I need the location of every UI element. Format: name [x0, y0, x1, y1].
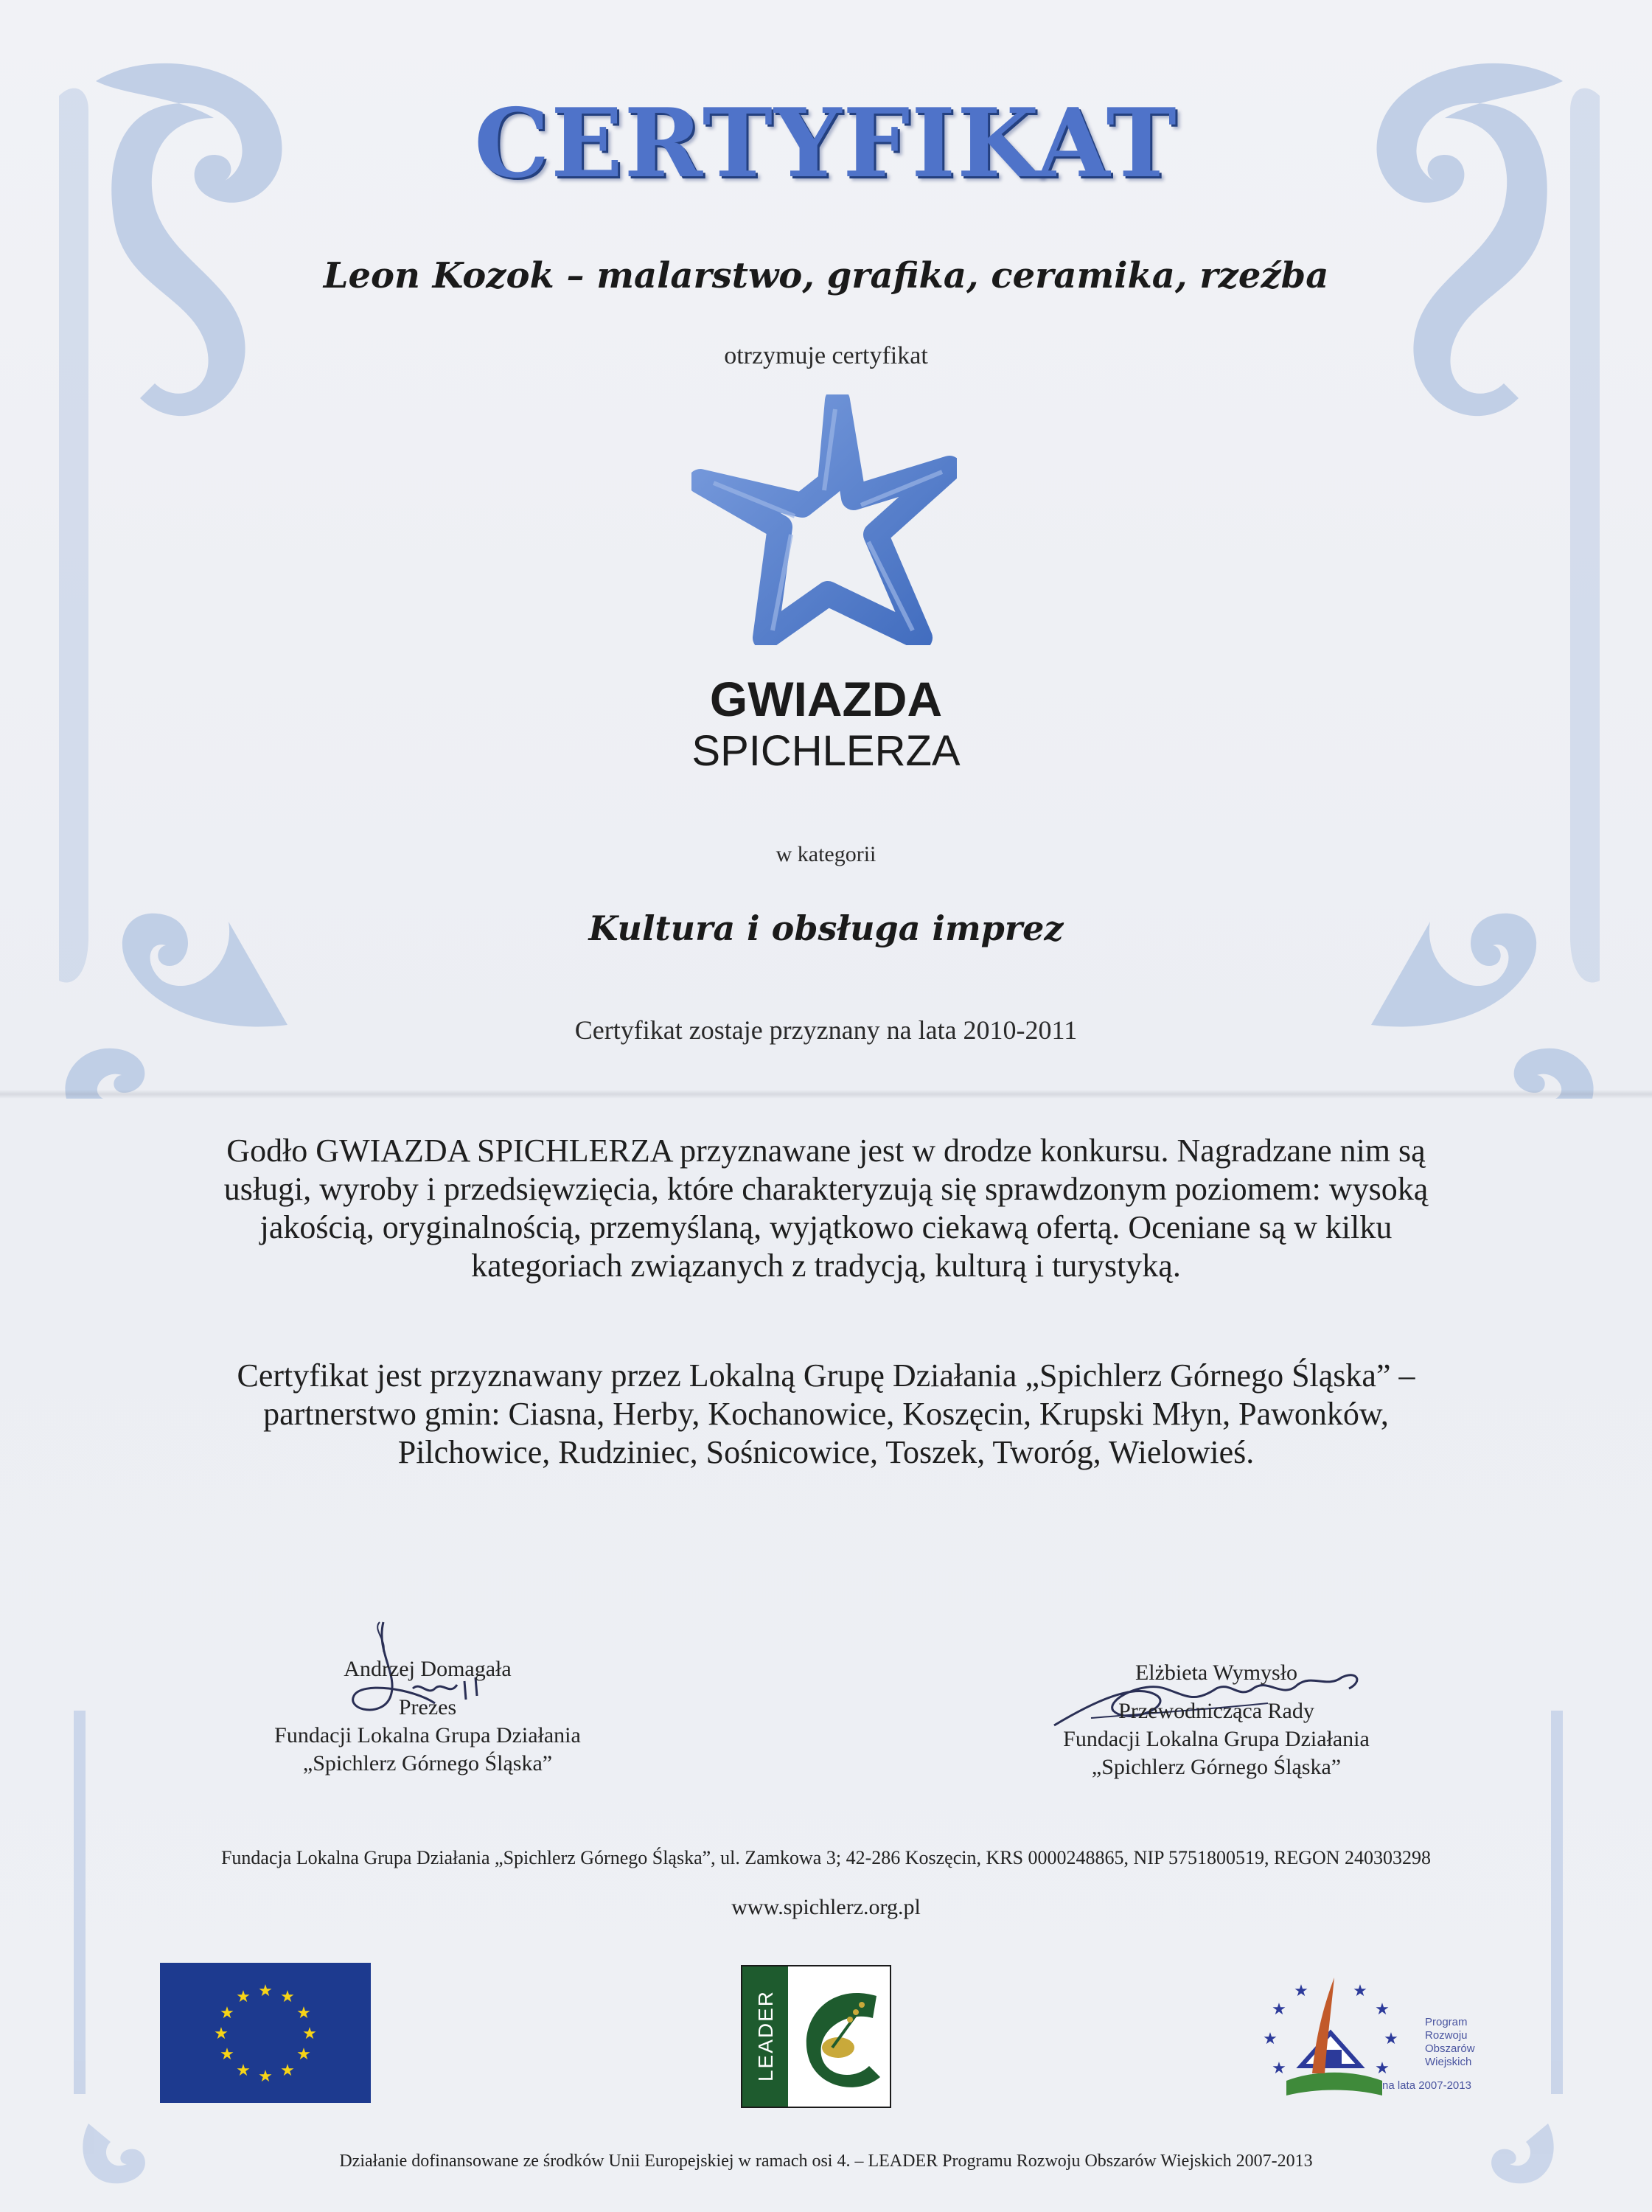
svg-text:★: ★	[236, 2062, 251, 2080]
signatory-name: Andrzej Domagała	[344, 1657, 512, 1681]
description-paragraph	[0, 1132, 1652, 1285]
svg-text:★: ★	[258, 2067, 273, 2086]
paragraph-line: kategoriach związanych z tradycją, kulturą i turystyką.	[471, 1248, 1181, 1284]
website-link[interactable]: www.spichlerz.org.pl	[731, 1895, 921, 1919]
svg-text:★: ★	[1353, 1982, 1367, 2000]
prow-logo	[1257, 1963, 1493, 2110]
award-years: Certyfikat zostaje przyznany na lata 2010-2011	[574, 1015, 1078, 1045]
category-value: Kultura i obsługa imprez	[588, 908, 1064, 948]
signatory-left	[170, 1655, 686, 1778]
svg-text:★: ★	[220, 2004, 234, 2023]
svg-text:★: ★	[1294, 1982, 1308, 2000]
svg-text:★: ★	[1384, 2030, 1398, 2048]
svg-text:★: ★	[302, 2025, 317, 2043]
signatory-right	[958, 1659, 1474, 1781]
svg-text:★: ★	[1375, 2000, 1390, 2019]
svg-text:★: ★	[258, 1982, 273, 2000]
signatory-role: Przewodnicząca Rady	[1118, 1699, 1314, 1723]
funding-footer: Działanie dofinansowane ze środków Unii Europejskiej w ramach osi 4. – LEADER Programu Rozwoju Obszarów Wiejskich 2007-2013	[339, 2152, 1313, 2171]
star-logo-icon	[691, 394, 957, 645]
leader-logo-text: LEADER	[754, 1989, 777, 2082]
paragraph-line: Pilchowice, Rudziniec, Sośnicowice, Toszek, Tworóg, Wielowieś.	[397, 1434, 1255, 1470]
prow-text-block	[1425, 2016, 1475, 2069]
eu-flag-icon	[160, 1963, 371, 2103]
prow-text-line: Program	[1425, 2016, 1468, 2028]
organization-address: Fundacja Lokalna Grupa Działania „Spichlerz Górnego Śląska”, ul. Zamkowa 3; 42-286 Koszęcin, KRS 0000248865, NIP 5751800519, REGON 240303298	[220, 1847, 1432, 1868]
signatory-org: Fundacji Lokalna Grupa Działania	[274, 1723, 581, 1747]
svg-text:★: ★	[1263, 2030, 1278, 2048]
brand-name-line2: SPICHLERZA	[691, 727, 961, 775]
svg-text:★: ★	[236, 1988, 251, 2006]
brand-name-line1: GWIAZDA	[709, 672, 943, 726]
svg-text:★: ★	[220, 2045, 234, 2064]
category-label: w kategorii	[776, 842, 876, 866]
svg-text:★: ★	[296, 2045, 311, 2064]
prow-years: na lata 2007-2013	[1382, 2079, 1471, 2092]
svg-text:★: ★	[296, 2004, 311, 2023]
svg-text:★: ★	[214, 2025, 229, 2043]
paragraph-line: usługi, wyroby i przedsięwzięcia, które charakteryzują się sprawdzonym poziomem: wysoką	[223, 1171, 1429, 1207]
prow-text-line: Obszarów	[1425, 2042, 1475, 2055]
signatory-role: Prezes	[398, 1695, 457, 1719]
certificate-title: CERTYFIKAT	[474, 88, 1178, 199]
signatory-org: „Spichlerz Górnego Śląska”	[302, 1751, 553, 1775]
prow-text-line: Wiejskich	[1425, 2056, 1472, 2068]
svg-text:★: ★	[1375, 2059, 1390, 2078]
leader-emblem-icon	[788, 1966, 890, 2107]
paper-fold	[0, 1090, 1652, 1099]
partnership-paragraph	[0, 1357, 1652, 1472]
svg-text:★: ★	[1272, 2000, 1286, 2019]
paragraph-line: Certyfikat jest przyznawany przez Lokalną Grupę Działania „Spichlerz Górnego Śląska” –	[237, 1357, 1415, 1394]
paragraph-line: partnerstwo gmin: Ciasna, Herby, Kochanowice, Koszęcin, Krupski Młyn, Pawonków,	[263, 1396, 1389, 1432]
paragraph-line: jakością, oryginalnością, przemyślaną, wyjątkowo ciekawą ofertą. Oceniane są w kilku	[259, 1209, 1393, 1245]
signatory-name: Elżbieta Wymysło	[1135, 1660, 1298, 1685]
ornament-bottom-right	[1467, 1711, 1578, 2212]
svg-text:★: ★	[280, 2062, 295, 2080]
svg-text:★: ★	[1272, 2059, 1286, 2078]
leader-logo	[741, 1965, 891, 2108]
signatory-org: Fundacji Lokalna Grupa Działania	[1063, 1727, 1370, 1751]
ornament-bottom-left	[59, 1711, 170, 2212]
recipient-name: Leon Kozok – malarstwo, grafika, ceramika, rzeźba	[323, 255, 1329, 296]
receives-text: otrzymuje certyfikat	[724, 342, 928, 369]
paragraph-line: Godło GWIAZDA SPICHLERZA przyznawane jest w drodze konkursu. Nagradzane nim są	[226, 1133, 1426, 1169]
signatory-org: „Spichlerz Górnego Śląska”	[1091, 1755, 1342, 1779]
prow-text-line: Rozwoju	[1425, 2029, 1468, 2042]
svg-text:★: ★	[280, 1988, 295, 2006]
